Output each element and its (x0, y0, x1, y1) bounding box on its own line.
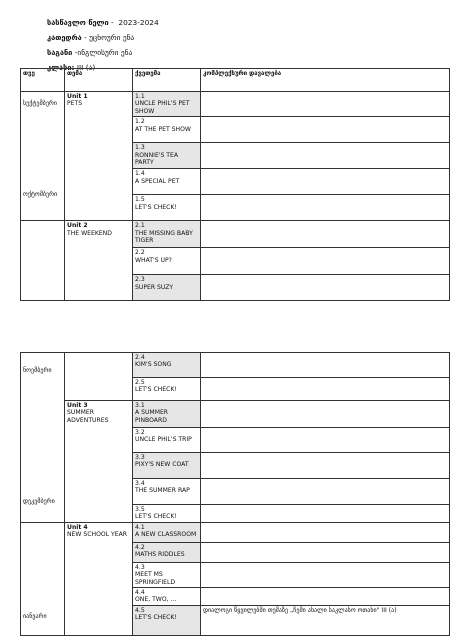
subject-label: საგანი (47, 48, 73, 57)
unit-name: NEW SCHOOL YEAR (67, 531, 127, 539)
unit-name: PETS (67, 100, 83, 108)
topic-num: 3.5 (135, 506, 145, 513)
topic-cell (133, 143, 201, 169)
topic-num: 1.5 (135, 196, 145, 204)
topic-num: 2.4 (135, 354, 145, 361)
topic-cell (133, 378, 201, 401)
table-row (21, 522, 450, 542)
topic-title: ONE, TWO, ... (135, 596, 177, 604)
task-cell (201, 542, 450, 562)
month-cell (21, 353, 65, 523)
col-header-month: თვე (21, 69, 65, 92)
chair-value: უცხოური ენა (89, 33, 135, 42)
table-header-row (21, 69, 450, 92)
task-cell (201, 453, 450, 479)
table-row (21, 221, 450, 248)
topic-cell (133, 221, 201, 248)
unit-code: Unit 4 (67, 523, 88, 531)
topic-num: 4.3 (135, 563, 145, 571)
month-name: ნოემბერი (23, 367, 52, 374)
task-cell (201, 143, 450, 169)
topic-title: MATHS RIDDLES (135, 551, 185, 559)
col-header-task: კომპლექსური დავალება (201, 69, 450, 92)
topic-title: THE SUMMER RAP (135, 487, 190, 495)
topic-title: LET'S CHECK! (135, 513, 177, 521)
col-header-theme: თემა (65, 69, 133, 92)
plan-table-1 (20, 68, 450, 301)
topic-cell (133, 353, 201, 378)
topic-title: A SPECIAL PET (135, 177, 180, 185)
topic-cell (133, 275, 201, 301)
year-line: სასწავლო წელი - 2023-2024 (47, 18, 159, 27)
topic-cell (133, 453, 201, 479)
task-cell (201, 505, 450, 523)
year-label: სასწავლო წელი (47, 18, 109, 27)
class-label: კლასი: (47, 63, 75, 72)
month-cell (21, 522, 65, 635)
unit-code: Unit 3 (67, 402, 88, 409)
unit-name: THE WEEKEND (67, 229, 112, 237)
unit-cell (65, 522, 133, 635)
task-cell (201, 401, 450, 428)
topic-title: WHAT'S UP? (135, 256, 172, 264)
topic-num: 4.4 (135, 589, 145, 597)
topic-num: 1.4 (135, 170, 145, 178)
topic-num: 3.4 (135, 480, 145, 487)
topic-title: A NEW CLASSROOM (135, 531, 197, 539)
topic-cell (133, 195, 201, 221)
task-cell (201, 195, 450, 221)
topic-num: 1.1 (135, 93, 145, 100)
class-value: III (ა) (76, 63, 96, 72)
topic-title: SUPER SUZY (135, 283, 174, 291)
col-header-subtheme: ქვეთემა (133, 69, 201, 92)
topic-num: 3.1 (135, 402, 145, 409)
month-cell (21, 221, 65, 301)
document-header (47, 15, 427, 75)
chair-line: კათედრა - უცხოური ენა (47, 33, 135, 42)
unit-name: SUMMER ADVENTURES (67, 409, 109, 424)
topic-title: AT THE PET SHOW (135, 125, 191, 133)
topic-title: MEET MS SPRINGFIELD (135, 571, 176, 586)
table-row (21, 353, 450, 378)
subject-value: ინგლისური ენა (77, 48, 133, 57)
table-row (21, 401, 450, 428)
topic-cell (133, 505, 201, 523)
task-cell (201, 221, 450, 248)
month-name: იანვარი (23, 613, 47, 621)
topic-num: 2.3 (135, 276, 145, 284)
task-cell (201, 522, 450, 542)
topic-num: 2.5 (135, 379, 145, 386)
topic-cell (133, 117, 201, 143)
task-cell (201, 275, 450, 301)
topic-num: 1.2 (135, 118, 145, 126)
topic-cell (133, 92, 201, 117)
unit-cell (65, 221, 133, 301)
topic-cell (133, 428, 201, 453)
task-cell (201, 428, 450, 453)
task-cell (201, 92, 450, 117)
unit-cell (65, 92, 133, 221)
topic-cell (133, 588, 201, 606)
year-value: 2023-2024 (118, 18, 159, 27)
task-cell (201, 353, 450, 378)
topic-cell (133, 605, 201, 635)
plan-table-2 (20, 352, 450, 636)
topic-num: 3.3 (135, 454, 145, 461)
topic-cell (133, 522, 201, 542)
topic-title: UNCLE PHIL'S PET SHOW (135, 100, 190, 115)
topic-num: 4.2 (135, 543, 145, 551)
topic-title: LET'S CHECK! (135, 386, 177, 394)
month-name: სექტემბერი (23, 100, 57, 107)
topic-cell (133, 169, 201, 195)
task-cell (201, 248, 450, 275)
month-name: დეკემბერი (23, 498, 55, 506)
topic-title: RONNIE'S TEA PARTY (135, 151, 179, 167)
table-row (21, 92, 450, 117)
month-cell (21, 92, 65, 221)
topic-num: 2.1 (135, 222, 145, 230)
topic-title: LET'S CHECK! (135, 203, 177, 211)
topic-cell (133, 479, 201, 505)
unit-code: Unit 2 (67, 222, 88, 230)
chair-label: კათედრა (47, 33, 82, 42)
topic-num: 3.2 (135, 429, 145, 436)
task-cell (201, 479, 450, 505)
unit-cell (65, 353, 133, 401)
topic-cell (133, 542, 201, 562)
topic-num: 2.2 (135, 249, 145, 257)
unit-cell (65, 401, 133, 523)
task-cell (201, 117, 450, 143)
topic-title: PIXY'S NEW COAT (135, 461, 189, 469)
topic-title: A SUMMER PINBOARD (135, 409, 169, 424)
subject-line: საგანი -ინგლისური ენა (47, 48, 133, 57)
topic-title: UNCLE PHIL'S TRIP (135, 436, 192, 444)
topic-num: 1.3 (135, 144, 145, 152)
topic-num: 4.1 (135, 523, 145, 531)
task-cell: დიალოგი წყვილებში თემაზე „ჩემი ახალი საკლასო ოთახი" III (ა) (201, 605, 450, 635)
unit-code: Unit 1 (67, 93, 88, 100)
topic-num: 4.5 (135, 606, 145, 614)
topic-cell (133, 401, 201, 428)
topic-title: LET'S CHECK! (135, 614, 177, 622)
month-name: ოქტომბერი (23, 191, 58, 199)
task-cell (201, 169, 450, 195)
topic-cell (133, 562, 201, 587)
topic-cell (133, 248, 201, 275)
topic-title: KIM'S SONG (135, 361, 172, 369)
topic-title: THE MISSING BABY TIGER (135, 229, 193, 245)
task-cell (201, 562, 450, 587)
task-cell (201, 378, 450, 401)
task-cell (201, 588, 450, 606)
